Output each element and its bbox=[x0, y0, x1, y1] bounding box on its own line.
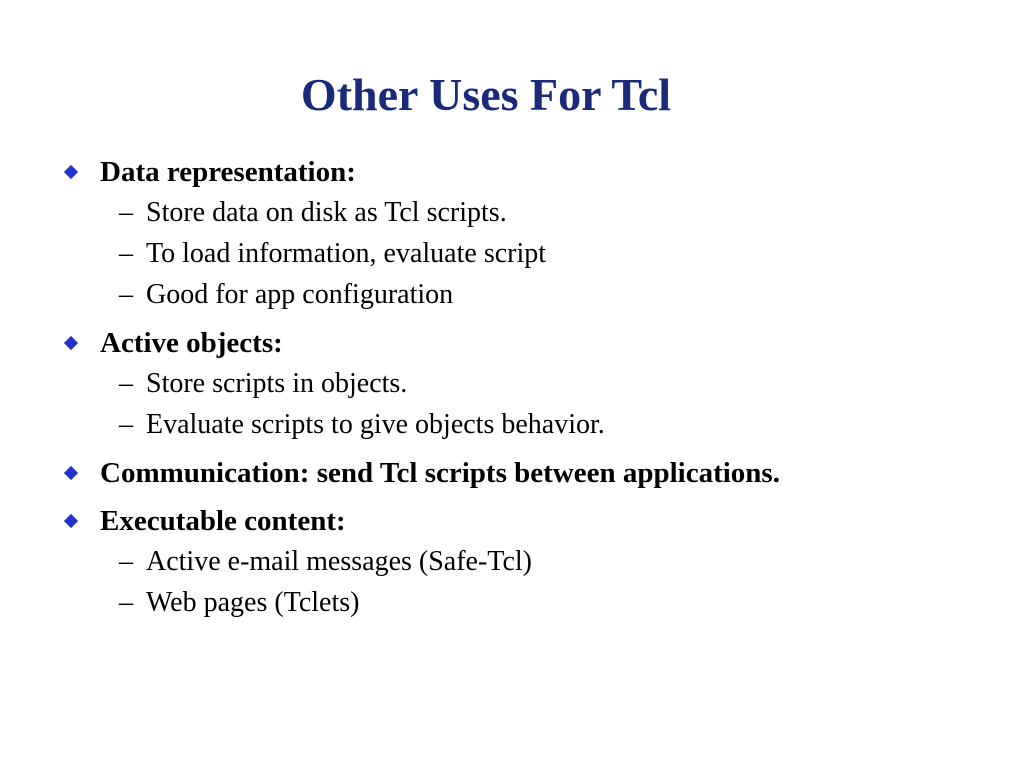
sub-item bbox=[64, 363, 984, 404]
sub-item-text: Evaluate scripts to give objects behavior. bbox=[146, 409, 605, 440]
bullet-text: Data representation: bbox=[100, 156, 356, 188]
dash-bullet-icon: – bbox=[119, 368, 133, 399]
bullet-list bbox=[64, 152, 984, 631]
bullet-text: Active objects: bbox=[100, 327, 283, 359]
diamond-bullet-icon bbox=[64, 165, 78, 179]
sub-item bbox=[64, 541, 984, 582]
bullet-line bbox=[64, 453, 984, 493]
bullet-line bbox=[64, 323, 984, 363]
dash-bullet-icon: – bbox=[119, 279, 133, 310]
dash-bullet-icon: – bbox=[119, 587, 133, 618]
bullet-text: Communication: send Tcl scripts between applications. bbox=[100, 457, 780, 489]
bullet-line bbox=[64, 152, 984, 192]
dash-bullet-icon: – bbox=[119, 546, 133, 577]
bullet-item bbox=[64, 152, 984, 315]
diamond-bullet-icon bbox=[64, 514, 78, 528]
dash-bullet-icon: – bbox=[119, 409, 133, 440]
bullet-text: Executable content: bbox=[100, 505, 346, 537]
bullet-item bbox=[64, 323, 984, 445]
sub-item bbox=[64, 582, 984, 623]
sub-list bbox=[64, 541, 984, 623]
dash-bullet-icon: – bbox=[119, 197, 133, 228]
bullet-line bbox=[64, 501, 984, 541]
sub-item-text: Web pages (Tclets) bbox=[146, 587, 360, 618]
sub-item-text: Good for app configuration bbox=[146, 279, 454, 310]
sub-item-text: Active e-mail messages (Safe-Tcl) bbox=[146, 546, 532, 577]
sub-item bbox=[64, 274, 984, 315]
bullet-item bbox=[64, 453, 984, 493]
dash-bullet-icon: – bbox=[119, 238, 133, 269]
sub-item-text: Store data on disk as Tcl scripts. bbox=[146, 197, 507, 228]
diamond-bullet-icon bbox=[64, 336, 78, 350]
sub-item bbox=[64, 192, 984, 233]
slide-title: Other Uses For Tcl bbox=[300, 69, 672, 120]
bullet-item bbox=[64, 501, 984, 623]
diamond-bullet-icon bbox=[64, 466, 78, 480]
sub-item-text: Store scripts in objects. bbox=[146, 368, 408, 399]
sub-list bbox=[64, 363, 984, 445]
sub-item-text: To load information, evaluate script bbox=[146, 238, 547, 269]
sub-item bbox=[64, 404, 984, 445]
sub-item bbox=[64, 233, 984, 274]
sub-list bbox=[64, 192, 984, 315]
